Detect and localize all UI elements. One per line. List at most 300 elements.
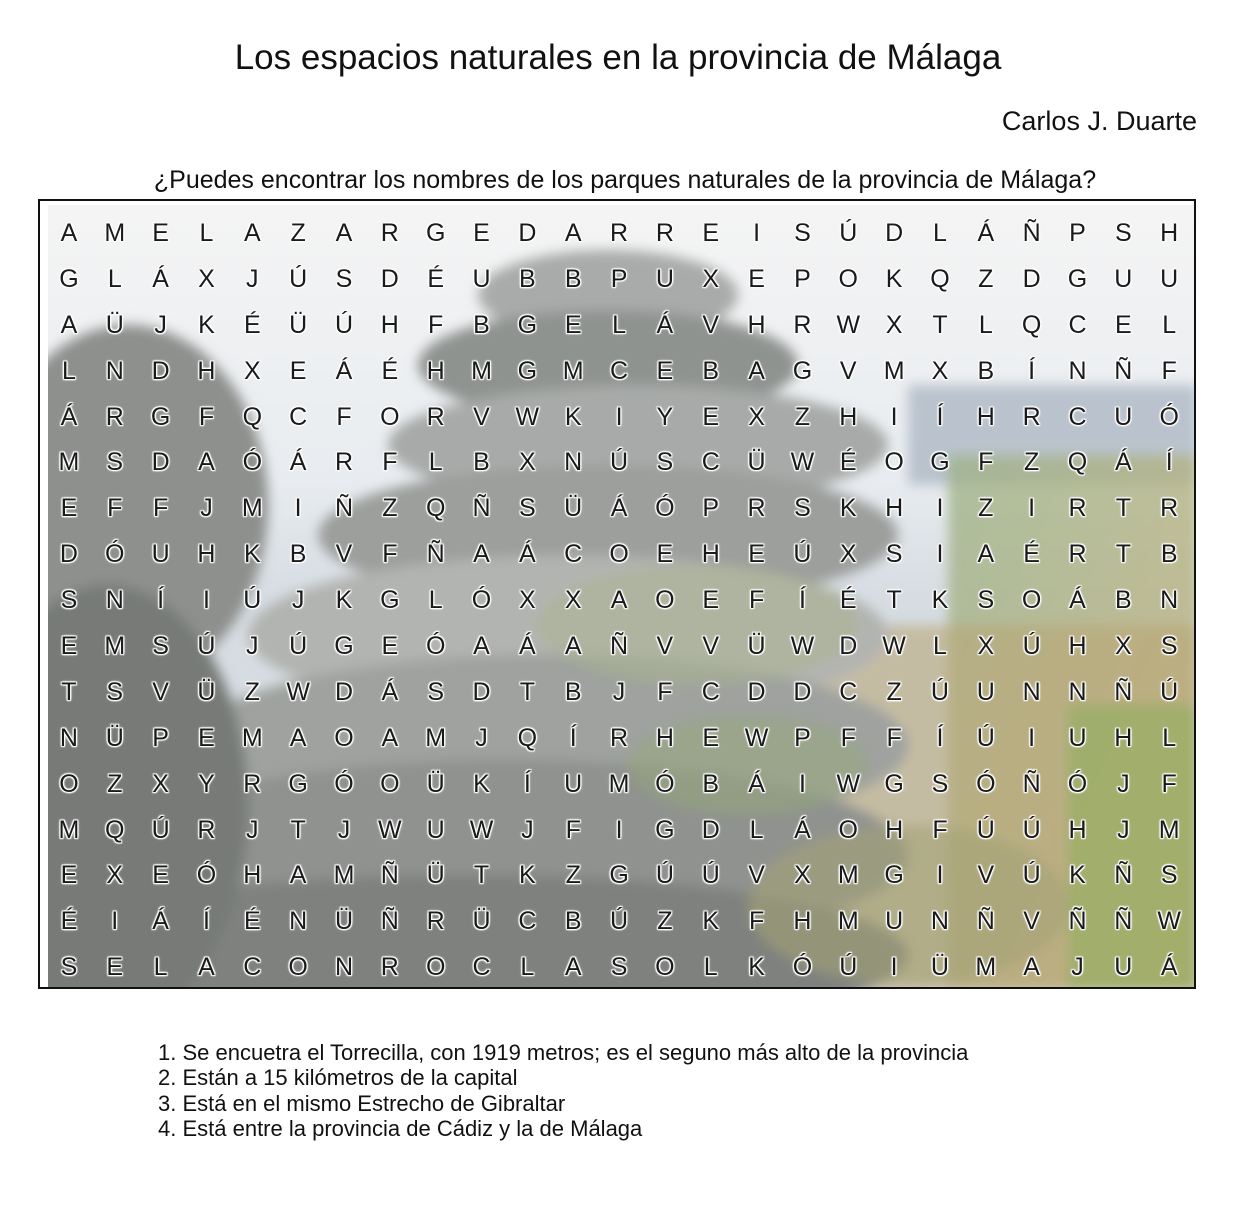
letter-cell[interactable]: D	[839, 632, 858, 661]
letter-cell[interactable]: W	[882, 632, 906, 661]
letter-cell[interactable]: V	[748, 861, 765, 890]
letter-cell[interactable]: S	[610, 953, 628, 982]
letter-cell[interactable]: Á	[1069, 586, 1086, 615]
letter-cell[interactable]: K	[473, 769, 490, 798]
letter-cell[interactable]: Z	[107, 769, 123, 798]
letter-cell[interactable]: G	[884, 769, 904, 798]
letter-cell[interactable]: E	[702, 219, 720, 247]
letter-cell[interactable]: U	[1114, 953, 1133, 982]
letter-cell[interactable]: F	[886, 723, 902, 752]
letter-cell[interactable]: Í	[157, 586, 165, 615]
letter-cell[interactable]: S	[106, 448, 124, 477]
letter-cell[interactable]: Á	[1114, 448, 1132, 477]
letter-cell[interactable]: H	[976, 402, 995, 431]
letter-cell[interactable]: Q	[1021, 310, 1042, 339]
letter-cell[interactable]: A	[473, 540, 490, 569]
letter-cell[interactable]: H	[1068, 632, 1087, 661]
letter-cell[interactable]: Ó	[792, 953, 813, 982]
letter-cell[interactable]: I	[294, 494, 302, 523]
letter-cell[interactable]: M	[608, 769, 630, 798]
letter-cell[interactable]: K	[519, 861, 536, 890]
letter-cell[interactable]: V	[335, 540, 353, 569]
letter-cell[interactable]: O	[884, 448, 904, 477]
letter-cell[interactable]: W	[744, 723, 769, 752]
letter-cell[interactable]: Ñ	[1114, 861, 1133, 890]
letter-cell[interactable]: S	[335, 264, 353, 293]
letter-cell[interactable]: I	[936, 540, 944, 569]
letter-cell[interactable]: Ñ	[1022, 219, 1041, 247]
letter-cell[interactable]: F	[978, 448, 994, 477]
letter-cell[interactable]: Á	[152, 907, 169, 936]
letter-cell[interactable]: E	[289, 356, 307, 385]
letter-cell[interactable]: A	[60, 219, 78, 247]
letter-cell[interactable]: G	[150, 402, 171, 431]
letter-cell[interactable]: J	[1117, 769, 1130, 798]
letter-cell[interactable]: N	[1022, 677, 1041, 706]
letter-cell[interactable]: Ó	[425, 632, 446, 661]
letter-cell[interactable]: N	[289, 907, 308, 936]
letter-cell[interactable]: B	[289, 540, 307, 569]
letter-cell[interactable]: D	[518, 219, 537, 247]
letter-cell[interactable]: N	[1160, 586, 1179, 615]
letter-cell[interactable]: R	[426, 402, 445, 431]
letter-cell[interactable]: Ú	[1160, 677, 1179, 706]
letter-cell[interactable]: F	[382, 448, 398, 477]
letter-cell[interactable]: O	[838, 264, 858, 293]
letter-cell[interactable]: Ú	[151, 815, 170, 844]
letter-cell[interactable]: J	[521, 815, 534, 844]
letter-cell[interactable]: E	[656, 356, 674, 385]
letter-cell[interactable]: B	[519, 264, 536, 293]
letter-cell[interactable]: Á	[152, 264, 169, 293]
letter-cell[interactable]: O	[288, 953, 308, 982]
letter-cell[interactable]: P	[794, 723, 811, 752]
letter-cell[interactable]: Ó	[1067, 769, 1088, 798]
letter-cell[interactable]: K	[885, 264, 903, 293]
letter-cell[interactable]: I	[890, 953, 898, 982]
letter-cell[interactable]: Ü	[105, 310, 124, 339]
letter-cell[interactable]: B	[473, 310, 490, 339]
letter-cell[interactable]: O	[838, 815, 858, 844]
letter-cell[interactable]: É	[839, 448, 857, 477]
letter-cell[interactable]: V	[977, 861, 995, 890]
letter-cell[interactable]: Q	[242, 402, 263, 431]
letter-cell[interactable]: F	[382, 540, 398, 569]
letter-cell[interactable]: G	[517, 356, 538, 385]
letter-cell[interactable]: L	[153, 953, 168, 982]
letter-cell[interactable]: Ñ	[472, 494, 491, 523]
letter-cell[interactable]: E	[702, 402, 720, 431]
letter-cell[interactable]: W	[790, 448, 815, 477]
letter-cell[interactable]: L	[61, 356, 76, 385]
letter-cell[interactable]: Ó	[655, 769, 675, 798]
letter-cell[interactable]: K	[839, 494, 857, 523]
letter-cell[interactable]: X	[794, 861, 811, 890]
letter-cell[interactable]: O	[380, 402, 400, 431]
letter-cell[interactable]: J	[475, 723, 488, 752]
letter-cell[interactable]: E	[60, 632, 78, 661]
letter-cell[interactable]: A	[381, 723, 399, 752]
letter-cell[interactable]: Ú	[197, 632, 216, 661]
letter-cell[interactable]: Í	[202, 907, 210, 936]
letter-cell[interactable]: D	[701, 815, 720, 844]
letter-cell[interactable]: É	[839, 586, 857, 615]
letter-cell[interactable]: I	[1028, 494, 1036, 523]
letter-cell[interactable]: Z	[244, 677, 260, 706]
letter-cell[interactable]: J	[200, 494, 213, 523]
letter-cell[interactable]: Ñ	[1068, 907, 1087, 936]
letter-cell[interactable]: R	[655, 219, 674, 247]
letter-cell[interactable]: L	[933, 219, 947, 247]
letter-cell[interactable]: S	[427, 677, 445, 706]
letter-cell[interactable]: D	[380, 264, 399, 293]
letter-cell[interactable]: Ü	[197, 677, 216, 706]
letter-cell[interactable]: É	[427, 264, 445, 293]
letter-cell[interactable]: Ñ	[380, 861, 399, 890]
letter-cell[interactable]: G	[1067, 264, 1088, 293]
letter-cell[interactable]: I	[890, 402, 898, 431]
letter-cell[interactable]: X	[106, 861, 124, 890]
letter-cell[interactable]: U	[885, 907, 904, 936]
letter-cell[interactable]: Á	[656, 310, 674, 339]
letter-cell[interactable]: I	[202, 586, 210, 615]
letter-cell[interactable]: W	[1157, 907, 1181, 936]
letter-cell[interactable]: W	[469, 815, 494, 844]
letter-cell[interactable]: V	[473, 402, 490, 431]
letter-cell[interactable]: B	[473, 448, 490, 477]
letter-cell[interactable]: I	[798, 769, 806, 798]
letter-cell[interactable]: Ú	[610, 448, 629, 477]
letter-cell[interactable]: D	[885, 219, 904, 247]
letter-cell[interactable]: Z	[978, 494, 994, 523]
letter-cell[interactable]: Z	[657, 907, 673, 936]
letter-cell[interactable]: Á	[519, 632, 536, 661]
letter-cell[interactable]: Ú	[655, 861, 674, 890]
letter-cell[interactable]: F	[748, 586, 765, 615]
letter-cell[interactable]: N	[1068, 677, 1087, 706]
letter-cell[interactable]: O	[655, 953, 675, 982]
letter-cell[interactable]: S	[60, 586, 78, 615]
letter-cell[interactable]: T	[61, 677, 77, 706]
letter-cell[interactable]: T	[1115, 494, 1131, 523]
letter-cell[interactable]: Ú	[839, 953, 858, 982]
letter-cell[interactable]: C	[701, 448, 720, 477]
letter-cell[interactable]: G	[655, 815, 675, 844]
letter-cell[interactable]: T	[473, 861, 490, 890]
letter-cell[interactable]: É	[243, 310, 261, 339]
letter-cell[interactable]: É	[1023, 540, 1040, 569]
letter-cell[interactable]: Z	[794, 402, 811, 431]
letter-cell[interactable]: Ú	[1022, 861, 1041, 890]
letter-cell[interactable]: Ú	[1022, 632, 1041, 661]
letter-cell[interactable]: D	[472, 677, 491, 706]
letter-cell[interactable]: C	[518, 907, 537, 936]
letter-cell[interactable]: W	[836, 769, 861, 798]
letter-cell[interactable]: M	[975, 953, 997, 982]
letter-cell[interactable]: Z	[382, 494, 398, 523]
letter-cell[interactable]: Ü	[289, 310, 308, 339]
letter-cell[interactable]: Ú	[289, 264, 308, 293]
letter-cell[interactable]: X	[702, 264, 720, 293]
letter-cell[interactable]: Ú	[839, 219, 858, 247]
letter-cell[interactable]: G	[425, 219, 446, 247]
letter-cell[interactable]: F	[657, 677, 673, 706]
letter-cell[interactable]: U	[655, 264, 674, 293]
letter-cell[interactable]: W	[790, 632, 815, 661]
letter-cell[interactable]: U	[1068, 723, 1087, 752]
letter-cell[interactable]: E	[748, 264, 765, 293]
letter-cell[interactable]: R	[426, 907, 445, 936]
letter-cell[interactable]: V	[152, 677, 169, 706]
letter-cell[interactable]: M	[241, 723, 263, 752]
letter-cell[interactable]: Q	[1067, 448, 1088, 477]
letter-cell[interactable]: S	[1160, 861, 1178, 890]
letter-cell[interactable]: X	[243, 356, 261, 385]
letter-cell[interactable]: E	[152, 219, 169, 247]
letter-cell[interactable]: Ñ	[380, 907, 399, 936]
letter-cell[interactable]: C	[472, 953, 491, 982]
letter-cell[interactable]: I	[615, 815, 623, 844]
letter-cell[interactable]: I	[936, 861, 944, 890]
letter-cell[interactable]: A	[610, 586, 628, 615]
letter-cell[interactable]: Í	[1165, 448, 1173, 477]
letter-cell[interactable]: Z	[290, 219, 306, 247]
letter-cell[interactable]: Y	[656, 402, 674, 431]
letter-cell[interactable]: Q	[517, 723, 538, 752]
letter-cell[interactable]: Ü	[747, 448, 766, 477]
letter-cell[interactable]: N	[564, 448, 583, 477]
letter-cell[interactable]: Á	[60, 402, 78, 431]
letter-cell[interactable]: Á	[977, 219, 995, 247]
letter-cell[interactable]: Z	[978, 264, 994, 293]
letter-cell[interactable]: E	[152, 861, 169, 890]
letter-cell[interactable]: Ñ	[1114, 907, 1133, 936]
letter-cell[interactable]: J	[1117, 815, 1130, 844]
letter-cell[interactable]: Ú	[289, 632, 308, 661]
letter-cell[interactable]: A	[748, 356, 765, 385]
letter-cell[interactable]: X	[519, 586, 536, 615]
letter-cell[interactable]: X	[198, 264, 215, 293]
letter-cell[interactable]: E	[564, 310, 582, 339]
letter-cell[interactable]: H	[839, 402, 858, 431]
letter-cell[interactable]: J	[246, 264, 259, 293]
letter-cell[interactable]: N	[105, 586, 124, 615]
letter-cell[interactable]: E	[106, 953, 124, 982]
letter-cell[interactable]: J	[291, 586, 305, 615]
letter-cell[interactable]: X	[885, 310, 903, 339]
letter-cell[interactable]: B	[977, 356, 995, 385]
letter-cell[interactable]: C	[289, 402, 308, 431]
letter-cell[interactable]: A	[977, 540, 995, 569]
letter-cell[interactable]: S	[656, 448, 674, 477]
letter-cell[interactable]: Á	[289, 448, 307, 477]
letter-cell[interactable]: R	[1068, 540, 1087, 569]
letter-cell[interactable]: R	[197, 815, 216, 844]
letter-cell[interactable]: I	[1028, 723, 1036, 752]
letter-cell[interactable]: Ü	[564, 494, 583, 523]
letter-cell[interactable]: V	[1023, 907, 1040, 936]
letter-cell[interactable]: R	[610, 723, 629, 752]
letter-cell[interactable]: R	[610, 219, 629, 247]
letter-cell[interactable]: Ü	[334, 907, 354, 936]
letter-cell[interactable]: B	[564, 907, 582, 936]
letter-cell[interactable]: K	[748, 953, 765, 982]
letter-cell[interactable]: H	[197, 356, 216, 385]
letter-cell[interactable]: M	[58, 448, 80, 477]
letter-cell[interactable]: C	[1068, 310, 1087, 339]
letter-cell[interactable]: O	[334, 723, 354, 752]
letter-cell[interactable]: A	[564, 219, 582, 247]
letter-cell[interactable]: M	[241, 494, 263, 523]
letter-cell[interactable]: U	[426, 815, 445, 844]
letter-cell[interactable]: F	[336, 402, 352, 431]
letter-cell[interactable]: X	[977, 632, 995, 661]
letter-cell[interactable]: S	[931, 769, 949, 798]
letter-cell[interactable]: L	[428, 586, 443, 615]
letter-cell[interactable]: T	[519, 677, 535, 706]
letter-cell[interactable]: É	[60, 907, 78, 936]
letter-cell[interactable]: I	[615, 402, 623, 431]
letter-cell[interactable]: G	[884, 861, 904, 890]
letter-cell[interactable]: B	[702, 769, 720, 798]
letter-cell[interactable]: E	[702, 586, 720, 615]
letter-cell[interactable]: Ü	[105, 723, 124, 752]
letter-cell[interactable]: C	[610, 356, 629, 385]
letter-cell[interactable]: I	[936, 494, 944, 523]
letter-cell[interactable]: R	[793, 310, 812, 339]
letter-cell[interactable]: H	[1114, 723, 1133, 752]
letter-cell[interactable]: U	[151, 540, 170, 569]
letter-cell[interactable]: L	[612, 310, 626, 339]
letter-cell[interactable]: F	[748, 907, 765, 936]
letter-cell[interactable]: H	[793, 907, 812, 936]
letter-cell[interactable]: D	[747, 677, 766, 706]
letter-cell[interactable]: G	[380, 586, 400, 615]
letter-cell[interactable]: K	[243, 540, 261, 569]
letter-cell[interactable]: V	[839, 356, 857, 385]
letter-cell[interactable]: Í	[936, 723, 944, 752]
letter-cell[interactable]: Ó	[471, 586, 492, 615]
letter-cell[interactable]: L	[428, 448, 443, 477]
letter-cell[interactable]: R	[334, 448, 354, 477]
letter-cell[interactable]: G	[517, 310, 538, 339]
letter-cell[interactable]: P	[702, 494, 720, 523]
letter-cell[interactable]: Á	[610, 494, 628, 523]
letter-cell[interactable]: Ü	[747, 632, 766, 661]
letter-cell[interactable]: Ó	[1159, 402, 1179, 431]
letter-cell[interactable]: F	[1161, 356, 1177, 385]
letter-cell[interactable]: Q	[105, 815, 125, 844]
letter-cell[interactable]: W	[515, 402, 540, 431]
letter-cell[interactable]: A	[289, 861, 307, 890]
letter-cell[interactable]: V	[702, 310, 720, 339]
letter-cell[interactable]: E	[198, 723, 215, 752]
letter-cell[interactable]: R	[243, 769, 262, 798]
letter-cell[interactable]: Á	[748, 769, 765, 798]
letter-cell[interactable]: T	[932, 310, 948, 339]
letter-cell[interactable]: U	[976, 677, 995, 706]
letter-cell[interactable]: A	[335, 219, 353, 247]
letter-cell[interactable]: R	[747, 494, 766, 523]
letter-cell[interactable]: S	[794, 219, 811, 247]
letter-cell[interactable]: G	[930, 448, 950, 477]
letter-cell[interactable]: Í	[523, 769, 531, 798]
letter-cell[interactable]: J	[246, 815, 259, 844]
letter-cell[interactable]: F	[840, 723, 856, 752]
letter-cell[interactable]: G	[288, 769, 308, 798]
letter-cell[interactable]: F	[198, 402, 215, 431]
letter-cell[interactable]: C	[564, 540, 583, 569]
letter-cell[interactable]: E	[60, 861, 78, 890]
letter-cell[interactable]: G	[59, 264, 79, 293]
letter-cell[interactable]: M	[837, 861, 859, 890]
letter-cell[interactable]: E	[1114, 310, 1132, 339]
letter-cell[interactable]: Ó	[976, 769, 996, 798]
letter-cell[interactable]: H	[1068, 815, 1087, 844]
letter-cell[interactable]: K	[931, 586, 949, 615]
letter-cell[interactable]: B	[564, 264, 582, 293]
letter-cell[interactable]: L	[107, 264, 122, 293]
letter-cell[interactable]: H	[426, 356, 445, 385]
letter-cell[interactable]: X	[1114, 632, 1132, 661]
letter-cell[interactable]: M	[333, 861, 355, 890]
letter-cell[interactable]: V	[702, 632, 720, 661]
letter-cell[interactable]: Ñ	[976, 907, 995, 936]
letter-cell[interactable]: A	[564, 953, 582, 982]
letter-cell[interactable]: M	[837, 907, 859, 936]
letter-cell[interactable]: M	[1158, 815, 1180, 844]
letter-cell[interactable]: L	[1162, 310, 1177, 339]
letter-cell[interactable]: Ü	[472, 907, 491, 936]
letter-cell[interactable]: A	[289, 723, 307, 752]
letter-cell[interactable]: A	[198, 953, 215, 982]
letter-cell[interactable]: Ó	[334, 769, 354, 798]
letter-cell[interactable]: L	[978, 310, 993, 339]
letter-cell[interactable]: K	[564, 402, 582, 431]
letter-cell[interactable]: Z	[565, 861, 581, 890]
letter-cell[interactable]: K	[335, 586, 353, 615]
letter-cell[interactable]: R	[105, 402, 124, 431]
letter-cell[interactable]: R	[380, 219, 399, 247]
letter-cell[interactable]: Á	[1160, 953, 1178, 982]
letter-cell[interactable]: S	[106, 677, 124, 706]
letter-cell[interactable]: S	[60, 953, 78, 982]
letter-cell[interactable]: Á	[381, 677, 399, 706]
letter-cell[interactable]: N	[930, 907, 949, 936]
letter-cell[interactable]: Ñ	[1114, 356, 1133, 385]
letter-cell[interactable]: Í	[798, 586, 806, 615]
letter-cell[interactable]: B	[1160, 540, 1178, 569]
letter-cell[interactable]: É	[243, 907, 261, 936]
letter-cell[interactable]: Í	[569, 723, 577, 752]
letter-cell[interactable]: O	[655, 586, 675, 615]
letter-cell[interactable]: Ñ	[610, 632, 629, 661]
letter-cell[interactable]: Y	[198, 769, 215, 798]
letter-cell[interactable]: É	[381, 356, 399, 385]
letter-cell[interactable]: F	[428, 310, 444, 339]
letter-cell[interactable]: Á	[794, 815, 811, 844]
letter-cell[interactable]: K	[198, 310, 215, 339]
letter-cell[interactable]: R	[380, 953, 399, 982]
letter-cell[interactable]: V	[656, 632, 674, 661]
letter-cell[interactable]: L	[199, 219, 214, 247]
letter-cell[interactable]: O	[609, 540, 629, 569]
letter-cell[interactable]: Í	[936, 402, 944, 431]
letter-cell[interactable]: F	[107, 494, 123, 523]
letter-cell[interactable]: S	[519, 494, 536, 523]
letter-cell[interactable]: P	[610, 264, 628, 293]
letter-cell[interactable]: H	[701, 540, 720, 569]
